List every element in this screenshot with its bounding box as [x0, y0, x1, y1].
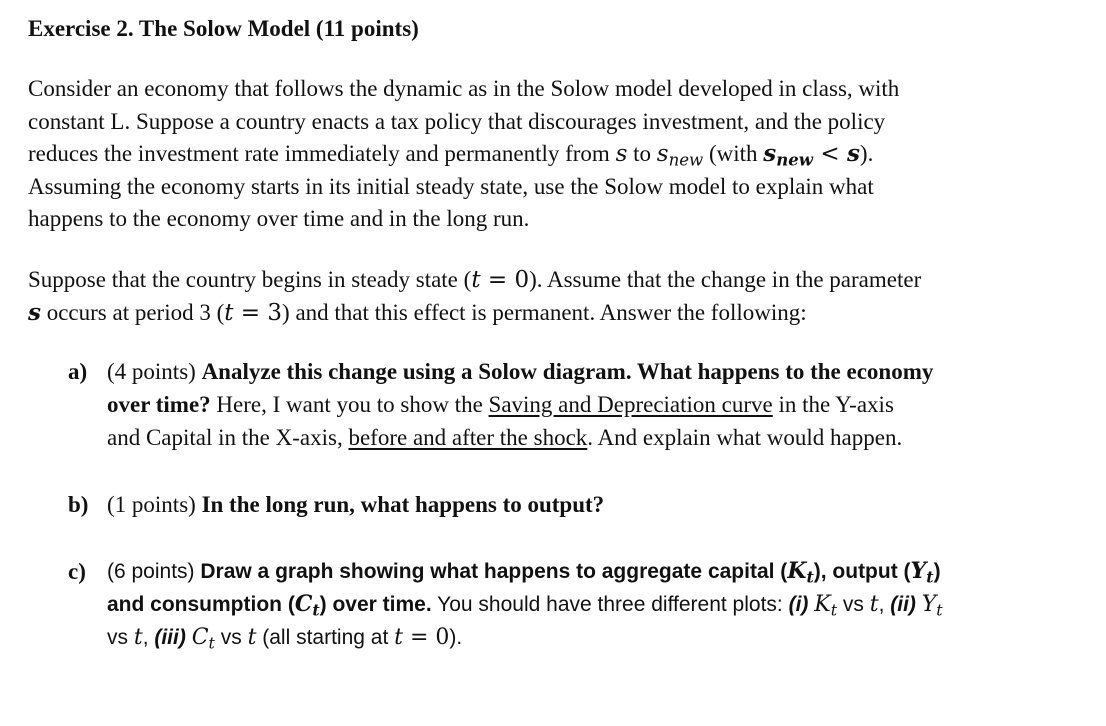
math-s-new-bold: $s_{new}$ — [763, 140, 814, 170]
intro-line-3: reduces the investment rate immediately and permanently from s to $s_{new}$ (with $s_{new} < s$). — [28, 140, 874, 170]
question-a-label: a) — [68, 359, 88, 384]
setup-paragraph — [28, 264, 921, 329]
setup-line-2: s occurs at period 3 (t = 3) and that this effect is permanent. Answer the following: — [28, 298, 807, 326]
math-s-new: $s_{new}$ — [656, 141, 704, 170]
question-a-line-3: and Capital in the X-axis, before and after the shock. And explain what would happen. — [107, 425, 903, 450]
question-c-label: c) — [68, 559, 86, 584]
intro-paragraph — [28, 73, 899, 236]
question-c-line-3: vs t, (iii) $C_t$ vs t (all starting at t = 0). — [107, 625, 463, 653]
question-a-line-2: over time? Here, I want you to show the Saving and Depreciation curve in the Y-axis — [107, 392, 894, 417]
question-a-line-1: (4 points) Analyze this change using a Solow diagram. What happens to the economy — [107, 359, 934, 384]
setup-line-1: Suppose that the country begins in steady state (t = 0). Assume that the change in the parameter — [28, 267, 922, 293]
intro-line-1: Consider an economy that follows the dynamic as in the Solow model developed in class, with — [28, 76, 900, 101]
intro-line-4: Assuming the economy starts in its initial steady state, use the Solow model to explain what — [28, 173, 874, 199]
math-s: s — [615, 141, 628, 167]
intro-line-2: constant L. Suppose a country enacts a tax policy that discourages investment, and the policy — [28, 108, 886, 134]
math-s-bold: s — [846, 140, 860, 167]
underlined-before-after: before and after the shock — [348, 425, 588, 450]
question-b-line-1: (1 points) In the long run, what happens to output? — [107, 492, 605, 517]
exercise-title: Exercise 2. The Solow Model (11 points) — [28, 16, 419, 41]
underlined-saving-depreciation: Saving and Depreciation curve — [488, 392, 773, 417]
question-c-line-1: (6 points) Draw a graph showing what happens to aggregate capital $(K_t)$, output $(Y_t)$ — [107, 558, 941, 587]
question-c-line-2: and consumption $(C_t)$ over time. You should have three different plots: (i) $K_t$ vs t, (ii) $Y_t$ — [107, 591, 943, 620]
intro-line-5: happens to the economy over time and in the long run. — [28, 206, 530, 231]
question-b-label: b) — [68, 492, 89, 517]
